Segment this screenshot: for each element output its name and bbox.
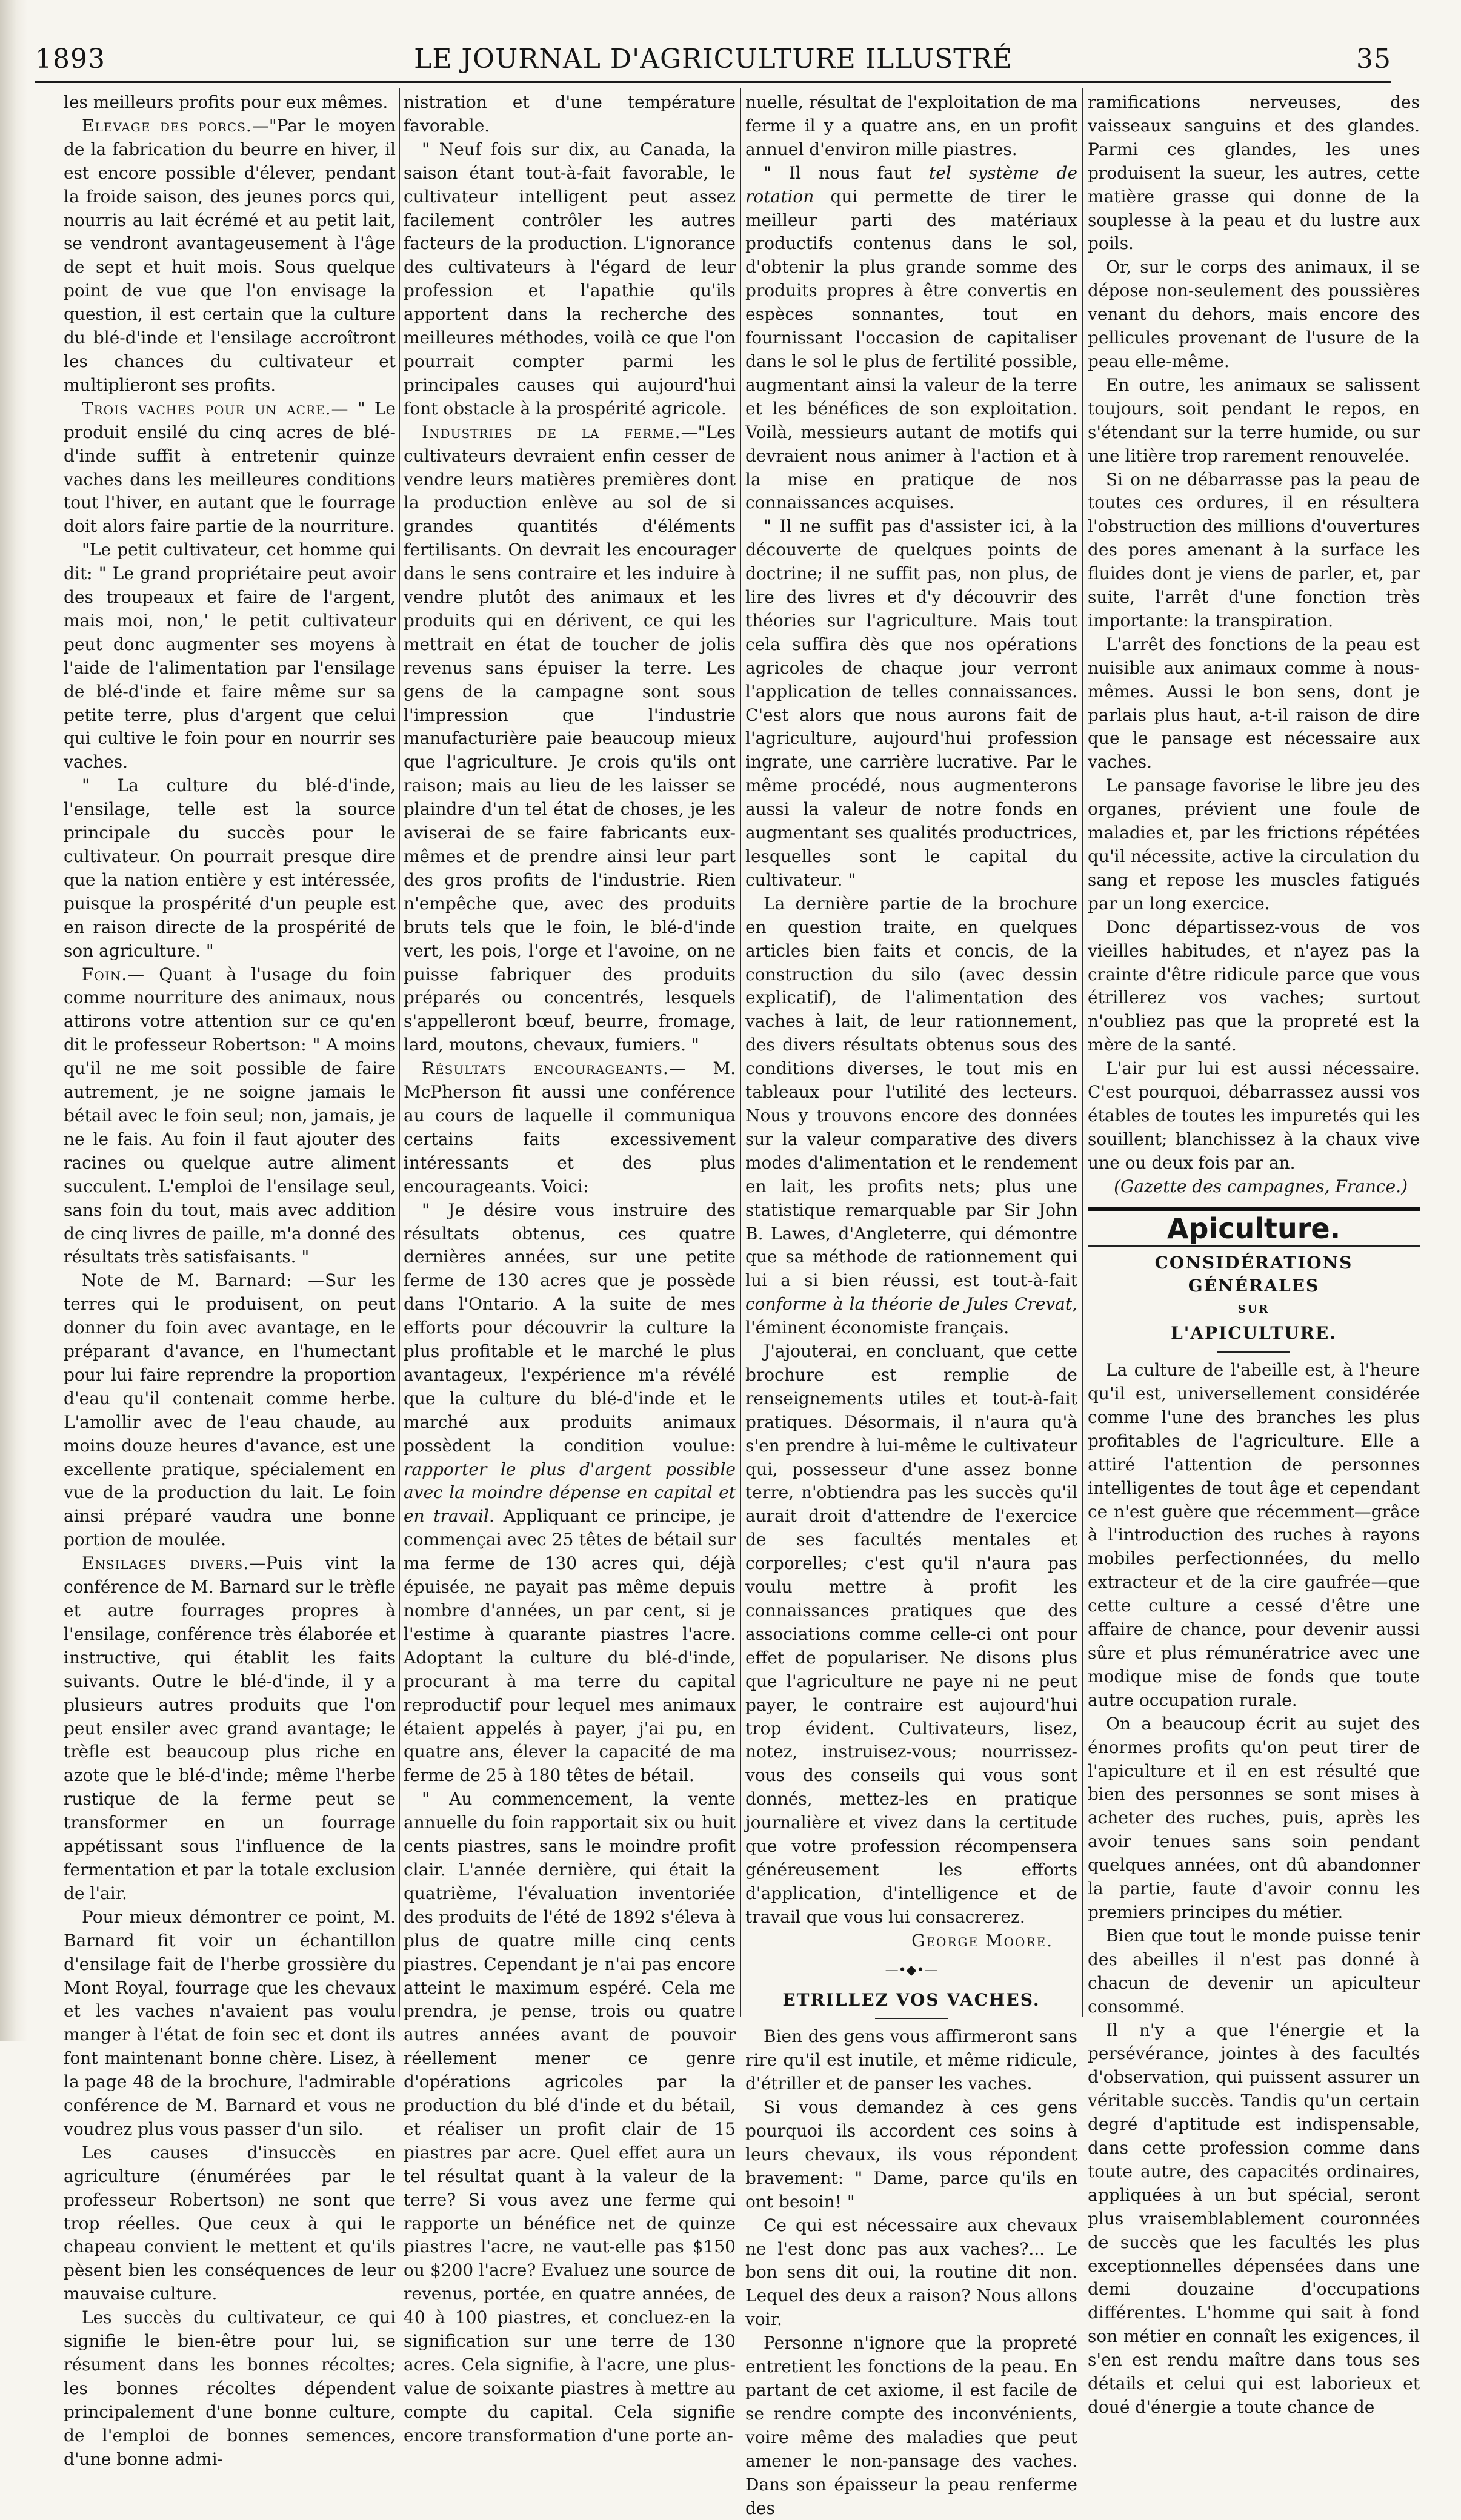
paragraph: les meilleurs profits pour eux mêmes. (64, 92, 388, 112)
paragraph: " Neuf fois sur dix, au Canada, la saison étant tout-à-fait favorable, le cultivateur intelligent peut assez facilement contrôler les autres facteurs de la production. L'ignorance des cultivateurs à l'égard de leur profession et l'apathie qu'ils apportent dans la recherche des meilleures méthodes, voilà ce que l'on pourrait compter parmi les principales causes qui aujourd'hui font obstacle à la prospérité agricole. (404, 139, 736, 419)
paragraph-text: " Il nous faut (764, 162, 929, 183)
paragraph (404, 421, 736, 1057)
column-3 (745, 91, 1078, 2518)
header-rule (35, 81, 1391, 83)
paragraph-text: La dernière partie de la brochure en question traite, en quelques articles bien faits et concis, de la construction du silo (avec dessin explicatif), de l'alimentation des vaches à lait, de leur rationnement, des divers résultats obtenus sous des conditions diverses, le tout mis en tableaux pour l'utilité des lecteurs. Nous y trouvons encore des données sur la valeur comparative des divers modes d'alimentation et le rendement en lait, les profits nets; plus une statistique remarquable par Sir John B. Lawes, d'Angleterre, qui démontre que sa méthode de rationnement qui lui a si bien réussi, est tout-à-fait (745, 893, 1077, 1291)
paragraph: ramifications nerveuses, des vaisseaux sanguins et des glandes. Parmi ces glandes, les unes produisent la sueur, les autres, cette matière grasse qui donne de la souplesse à la peau et du lustre aux poils. (1088, 92, 1420, 254)
paragraph: Note de M. Barnard: —Sur les terres qui le produisent, on peut donner du foin avec avantage, en le préparant d'avance, en l'humectant pour lui faire reprendre la proportion d'eau qu'il contenait comme herbe. L'amollir avec de l'eau chaude, au moins douze heures d'avance, est une excellente pratique, spécialement en vue de la production du lait. Le foin ainsi préparé vaudra une bonne portion de moulée. (64, 1270, 396, 1550)
italic-text: conforme à la théorie de Jules Crevat, (745, 1294, 1077, 1315)
section-rule (1088, 1207, 1420, 1211)
paragraph (64, 114, 396, 397)
paragraph-text: —"Par le moyen de la fabrication du beurre en hiver, il est encore possible d'élever, pendant la froide saison, des jeunes porcs qui, nourris au lait écrémé et au petit lait, se vendront avantageusement à l'âge de sept et huit mois. Sous quelque point de vue que l'on envisage la question, il est certain que la culture du blé-d'inde et l'ensilage accroîtront les chances du cultivateur et multiplieront ses profits. (64, 115, 396, 395)
paragraph: " La culture du blé-d'inde, l'ensilage, telle est la source principale du succès pour le cultivateur. On pourrait presque dire que la nation entière y est intéressée, puisque la prospérité d'un peuple est en raison directe de la prospérité de son agriculture. " (64, 775, 396, 961)
title-rule (875, 2018, 948, 2019)
run-in-heading: Industries de la ferme. (422, 422, 681, 442)
paragraph-text: —"Les cultivateurs devraient enfin cesser de vendre leurs matières premières dont la production enlève au sol de si grandes quantités d'éléments fertilisants. On devrait les encourager dans le sens contraire et les induire à vendre plutôt des animaux et les produits qui en dérivent, ce qui les mettrait en état de toucher de jolis revenus sans épuiser la terre. Les gens de la campagne sont sous l'impression que l'industrie manufacturière paie beaucoup mieux que l'agriculture. Je crois qu'ils ont raison; mais au lieu de les laisser se plaindre d'un tel état de choses, je les aviserai de se faire fabricants eux-mêmes et de prendre ainsi leur part des gros profits de l'industrie. Rien n'empêche que, avec des produits bruts tels que le foin, le blé-d'inde vert, les pois, l'orge et l'avoine, on ne puisse fabriquer des produits préparés ou concentrés, lesquels s'appelleront bœuf, beurre, fromage, lard, moutons, chevaux, fumiers. " (404, 422, 736, 1055)
paragraph-text: — " Le produit ensilé du cinq acres de blé-d'inde suffit à entretenir quinze vaches dans les meilleures conditions tout l'hiver, en autant que le fourrage doit alors faire partie de la nourriture. (64, 398, 396, 537)
italic-text: rapporter le plus d'argent possible avec la moindre dépense en capital et en travail. (404, 1459, 736, 1527)
source-credit: (Gazette des campagnes, France.) (1114, 1176, 1408, 1196)
column-rule (399, 88, 400, 2017)
paragraph: Si on ne débarrasse pas la peau de toutes ces ordures, il en résultera l'obstruction des millions d'ouvertures des pores amenant à la surface les fluides dont je viens de parler, et, par suite, l'arrêt d'une fonction très importante: la transpiration. (1088, 469, 1420, 631)
paragraph-text: Appliquant ce principe, je commençai avec 25 têtes de bétail sur ma ferme de 130 acres qui, déjà épuisée, ne payait pas même depuis nombre d'années, un par cent, si je l'estime à quarante piastres l'acre. Adoptant la culture du blé-d'inde, procurant à ma terre du capital reproductif pour lequel mes animaux étaient appelés à payer, j'ai pu, en quatre ans, élever la capacité de ma ferme de 25 à 180 têtes de bétail. (404, 1506, 736, 1786)
article-subtitle: L'APICULTURE. (1171, 1323, 1337, 1344)
italic-text: tel système de rotation (745, 162, 1077, 207)
paragraph: J'ajouterai, en concluant, que cette brochure est remplie de renseignements utiles et tout-à-fait pratiques. Désormais, il n'aura qu'à s'en prendre à lui-même le cultivateur qui, possesseur d'une assez bonne terre, n'obtiendra pas les succès qu'il aurait droit d'attendre de l'exercice de ses facultés mentales et corporelles; c'est qu'il n'aura pas voulu mettre à profit les connaissances pratiques que des associations comme celle-ci ont pour effet de populariser. Ne disons plus que l'agriculture ne paye ni ne peut payer, le contraire est aujourd'hui trop évident. Cultivateurs, lisez, notez, instruisez-vous; nourrissez-vous des conseils qui vous sont donnés, mettez-les en pratique journalière et vivez dans la certitude que votre profession récompensera généreusement les efforts d'application, d'intelligence et de travail que vous lui consacrerez. (745, 1341, 1077, 1927)
article-subtitle-sur: SUR (1237, 1303, 1270, 1316)
paragraph: On a beaucoup écrit au sujet des énormes profits qu'on peut tirer de l'apiculture et il en est résulté que bien des personnes se sont mises à acheter des ruches, puis, après les avoir tenues sans soin pendant quelques années, ont dû abandonner la partie, faute d'avoir connu les premiers principes du métier. (1088, 1713, 1420, 1922)
paragraph: Il n'y a que l'énergie et la persévérance, jointes à des facultés d'observation, qui puissent assurer un véritable succès. Tandis qu'un certain degré d'aptitude est indispensable, dans cette profession comme dans toute autre, des capacités ordinaires, appliquées à un but spécial, seront plus vraisemblablement couronnées de succès que les facultés les plus exceptionnelles dépensées dans une demi douzaine d'occupations différentes. L'homme qui sait à fond son métier en connaît les exigences, il s'en est rendu maître dans tous ses détails et celui qui est laborieux et doué d'énergie a toute chance de (1088, 2020, 1420, 2417)
column-2 (404, 91, 736, 2445)
column-rule (740, 88, 741, 2017)
paragraph: L'arrêt des fonctions de la peau est nuisible aux animaux comme à nous-mêmes. Aussi le bon sens, dont je parlais plus haut, a-t-il raison de dire que le pansage est nécessaire aux vaches. (1088, 634, 1420, 772)
paragraph (404, 1199, 736, 1788)
paragraph-text: —Puis vint la conférence de M. Barnard sur le trèfle et autre fourrages propres à l'ensilage, conférence très élaborée et instructive, qui établit les faits suivants. Outre le blé-d'inde, il y a plusieurs autres produits que l'on peut ensiler avec grand avantage; le trèfle est beaucoup plus riche en azote que le blé-d'inde; même l'herbe rustique de la ferme peut se transformer en un fourrage appétissant sous l'influence de la fermentation et par la totale exclusion de l'air. (64, 1553, 396, 1903)
article-title: ETRILLEZ VOS VACHES. (782, 1989, 1040, 2010)
paragraph: Si vous demandez à ces gens pourquoi ils accordent ces soins à leurs chevaux, ils vous répondent bravement: " Dame, parce qu'ils en ont besoin! " (745, 2097, 1077, 2212)
paragraph: "Le petit cultivateur, cet homme qui dit: " Le grand propriétaire peut avoir des troupeaux et faire de l'argent, mais moi, non,' le petit cultivateur peut donc augmenter ses moyens à l'aide de l'alimentation par l'ensilage de blé-d'inde et faire même sur sa petite terre, plus d'argent que celui qui cultive le foin pour en nourrir ses vaches. (64, 540, 396, 772)
paragraph (404, 1057, 736, 1198)
article-subtitle: CONSIDÉRATIONS GÉNÉRALES (1154, 1252, 1353, 1296)
paragraph-text: — M. McPherson fit aussi une conférence au cours de laquelle il communiqua certains faits excessivement intéressants et des plus encourageants. Voici: (404, 1058, 736, 1196)
paragraph: L'air pur lui est aussi nécessaire. C'est pourquoi, débarrassez aussi vos étables de toutes les impuretés qui les souillent; blanchissez à la chaux vive une ou deux fois par an. (1088, 1058, 1420, 1173)
run-in-heading: Résultats encourageants. (422, 1058, 669, 1079)
paragraph: Or, sur le corps des animaux, il se dépose non-seulement des poussières venant du dehors, mais encore des pellicules provenant de l'usure de la peau elle-même. (1088, 257, 1420, 371)
title-rule (1217, 1351, 1290, 1353)
run-in-heading: Foin. (82, 964, 128, 984)
paragraph (64, 963, 396, 1270)
paragraph (64, 1552, 396, 1906)
paragraph (745, 162, 1077, 516)
paragraph: nistration et d'une température favorable. (404, 92, 736, 136)
paragraph: Bien des gens vous affirmeront sans rire qu'il est inutile, et même ridicule, d'étriller et de panser les vaches. (745, 2026, 1077, 2094)
paragraph: Donc départissez-vous de vos vieilles habitudes, et n'ayez pas la crainte d'être ridicule parce que vous étrillerez vos vaches; surtout n'oubliez pas que la propreté est la mère de la santé. (1088, 917, 1420, 1055)
paragraph: Les causes d'insuccès en agriculture (énumérées par le professeur Robertson) ne sont que trop réelles. Que ceux à qui le chapeau convient le mettent et qu'ils pèsent bien les conséquences de leur mauvaise culture. (64, 2142, 396, 2304)
scan-edge (0, 0, 28, 2041)
section-title: Apiculture. (1166, 1212, 1341, 1245)
paragraph: " Il ne suffit pas d'assister ici, à la découverte de quelques points de doctrine; il ne suffit pas, non plus, de lire des livres et d'y découvrir des théories sur l'agriculture. Mais tout cela suffira dès que nos opérations agricoles de chaque jour verront l'application de telles connaissances. C'est alors que nous aurons fait de l'agriculture, aujourd'hui profession ingrate, une carrière lucrative. Par le même procédé, nous augmenterons aussi la valeur de notre fonds en augmentant ses qualités productrices, lesquelles sont le capital du cultivateur. " (745, 516, 1077, 890)
column-rule (1082, 88, 1083, 2017)
journal-title: LE JOURNAL D'AGRICULTURE ILLUSTRÉ (414, 44, 1013, 75)
section-rule (1088, 1245, 1420, 1247)
page-header (35, 40, 1391, 78)
paragraph: Les succès du cultivateur, ce qui signifie le bien-être pour lui, se résument dans les bonnes récoltes; les bonnes récoltes dépendent principalement d'une bonne culture, de l'emploi de bonnes semences, d'une bonne admi- (64, 2307, 396, 2469)
run-in-heading: Elevage des porcs. (82, 115, 252, 136)
paragraph: Pour mieux démontrer ce point, M. Barnard fit voir un échantillon d'ensilage fait de l'herbe grossière du Mont Royal, fourrage que les chevaux et les vaches n'avaient pas voulu manger à l'état de foin sec et dont ils font maintenant bonne chère. Lisez, à la page 48 de la brochure, l'admirable conférence de M. Barnard et vous ne voudrez plus vous passer d'un silo. (64, 1906, 396, 2139)
run-in-heading: Trois vaches pour un acre. (82, 398, 331, 419)
paragraph: Le pansage favorise le libre jeu des organes, prévient une foule de maladies et, par les frictions répétées qu'il nécessite, active la circulation du sang et repose les muscles fatigués par un long exercice. (1088, 775, 1420, 913)
page-number: 35 (1356, 44, 1391, 75)
header-year: 1893 (35, 44, 105, 75)
paragraph-text: qui permette de tirer le meilleur parti des matériaux productifs contenus dans le sol, d'obtenir la plus grande somme des produits propres à être convertis en espèces sonnantes, tout en fournissant l'occasion de capitaliser dans le sol le plus de fertilité possible, augmentant ainsi la valeur de la terre et les bénéfices de son exploitation. Voilà, messieurs autant de motifs qui devraient nous animer à l'action et à la mise en pratique de nos connaissances acquises. (745, 186, 1077, 513)
paragraph: En outre, les animaux se salissent toujours, soit pendant le repos, en s'étendant sur la terre humide, ou sur une litière trop rarement renouvelée. (1088, 374, 1420, 466)
signature: George Moore. (911, 1930, 1053, 1951)
paragraph (64, 397, 396, 539)
column-4 (1088, 91, 1420, 2417)
paragraph: nuelle, résultat de l'exploitation de ma ferme il y a quatre ans, en un profit annuel d'environ mille piastres. (745, 92, 1078, 159)
column-1 (64, 91, 396, 2469)
paragraph: Personne n'ignore que la propreté entretient les fonctions de la peau. En partant de cet axiome, il est facile de se rendre compte des inconvénients, voire même des maladies que peut amener le non-pansage des vaches. Dans son épaisseur la peau renferme des (745, 2333, 1077, 2518)
paragraph: " Au commencement, la vente annuelle du foin rapportait six ou huit cents piastres, sans le moindre profit clair. L'année dernière, qui était la quatrième, l'évaluation inventoriée des produits de l'été de 1892 s'éleva à plus de quatre mille cinq cents piastres. Cependant je n'ai pas encore atteint le maximum espéré. Cela me prendra, je pense, trois ou quatre autres années avant de pouvoir réellement mener ce genre d'opérations agricoles par la production du blé d'inde et du bétail, et réaliser un profit clair de 15 piastres par acre. Quel effet aura un tel résultat quant à la valeur de la terre? Si vous avez une ferme qui rapporte un bénéfice net de quinze piastres l'acre, ne vaut-elle pas $150 ou $200 l'acre? Evaluez une source de revenus, portée, en quatre années, de 40 à 100 piastres, et concluez-en la signification sur une terre de 130 acres. Cela signifie, à l'acre, une plus-value de soixante piastres à mettre au compte du capital. Cela signifie encore transformation d'une porte an- (404, 1789, 736, 2445)
paragraph-text: " Je désire vous instruire des résultats obtenus, ces quatre dernières années, sur une petite ferme de 130 acres que je possède dans l'Ontario. A la suite de mes efforts pour découvrir la culture la plus profitable et le marché le plus avantageux, l'expérience m'a révélé que la culture du blé-d'inde et le marché aux produits animaux possèdent la condition voulue: (404, 1199, 736, 1456)
paragraph: Bien que tout le monde puisse tenir des abeilles il n'est pas donné à chacun de devenir un apiculteur consommé. (1088, 1925, 1420, 2017)
paragraph: La culture de l'abeille est, à l'heure qu'il est, universellement considérée comme l'une des branches les plus profitables de l'agriculture. Elle a attiré l'attention de personnes intelligentes de tout âge et cependant ce n'est guère que récemment—grâce à l'introduction des ruches à rayons mobiles perfectionnées, du mello extracteur et de la cire gaufrée—que cette culture a cessé d'être une affaire de chance, pour devenir aussi sûre et plus rémunératrice avec une modique mise de fonds que toute autre occupation rurale. (1088, 1360, 1420, 1710)
paragraph-text: — Quant à l'usage du foin comme nourriture des animaux, nous attirons votre attention sur ce qu'en dit le professeur Robertson: " A moins qu'il ne me soit possible de faire autrement, je ne soigne jamais le bétail avec le foin seul; non, jamais, je ne le fais. Au foin il faut ajouter des racines ou quelque autre aliment succulent. L'emploi de l'ensilage seul, sans foin du tout, mais avec addition de cinq livres de paille, m'a donné des résultats très satisfaisants. " (64, 964, 396, 1267)
paragraph (745, 892, 1077, 1340)
ornament-divider: —•◆•— (885, 1962, 938, 1978)
run-in-heading: Ensilages divers. (82, 1553, 250, 1574)
paragraph-text: l'éminent économiste français. (745, 1318, 1010, 1338)
paragraph: Ce qui est nécessaire aux chevaux ne l'est donc pas aux vaches?... Le bon sens dit oui, la routine dit non. Lequel des deux a raison? Nous allons voir. (745, 2215, 1077, 2330)
